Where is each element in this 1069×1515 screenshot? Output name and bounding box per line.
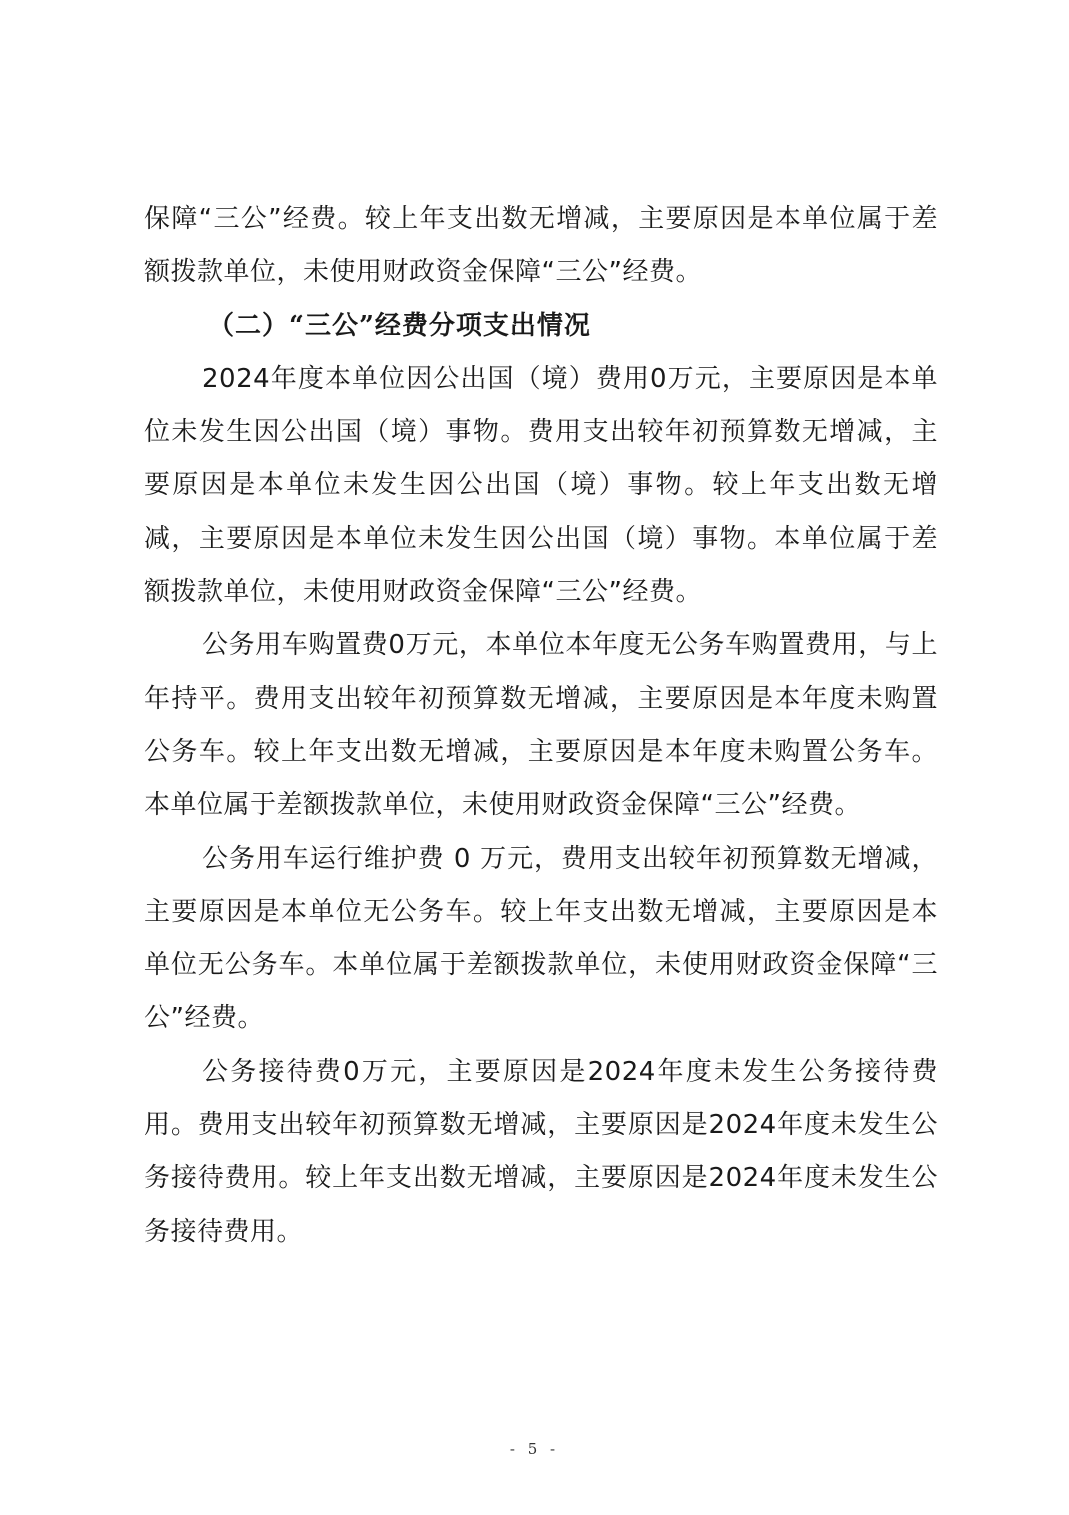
paragraph-reception: 公务接待费0万元，主要原因是2024年度未发生公务接待费用。费用支出较年初预算数无增减，主要原因是2024年度未发生公务接待费用。较上年支出数无增减，主要原因是2024年度未发生公务接待费用。 <box>144 1056 938 1247</box>
document-body <box>144 193 938 1259</box>
paragraph-continuation: 保障“三公”经费。较上年支出数无增减，主要原因是本单位属于差额拨款单位，未使用财政资金保障“三公”经费。 <box>144 204 938 288</box>
section-heading: （二）“三公”经费分项支出情况 <box>208 310 591 341</box>
paragraph-vehicle-purchase: 公务用车购置费0万元，本单位本年度无公务车购置费用，与上年持平。费用支出较年初预算数无增减，主要原因是本年度未购置公务车。较上年支出数无增减，主要原因是本年度未购置公务车。本单位属于差额拨款单位，未使用财政资金保障“三公”经费。 <box>144 630 938 821</box>
paragraph-overseas-travel: 2024年度本单位因公出国（境）费用0万元，主要原因是本单位未发生因公出国（境）事物。费用支出较年初预算数无增减，主要原因是本单位未发生因公出国（境）事物。较上年支出数无增减，主要原因是本单位未发生因公出国（境）事物。本单位属于差额拨款单位，未使用财政资金保障“三公”经费。 <box>144 363 938 608</box>
page-number: - 5 - <box>509 1440 560 1458</box>
paragraph-vehicle-maintenance: 公务用车运行维护费 0 万元，费用支出较年初预算数无增减，主要原因是本单位无公务车。较上年支出数无增减，主要原因是本单位无公务车。本单位属于差额拨款单位，未使用财政资金保障“三公”经费。 <box>144 843 938 1034</box>
